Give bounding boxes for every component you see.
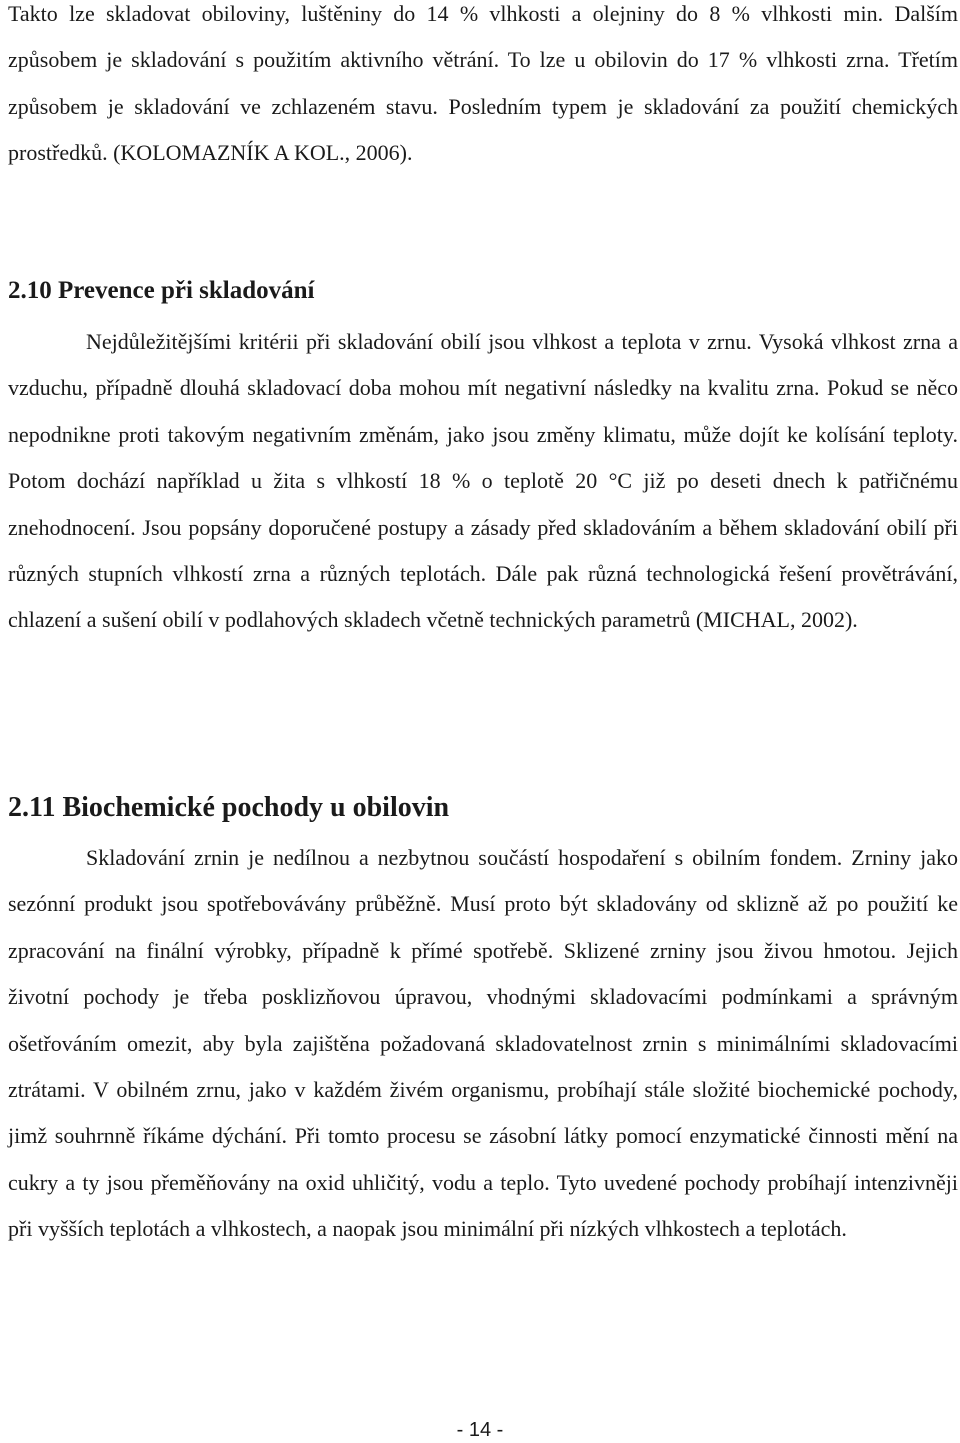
- section-heading-prevence: 2.10 Prevence při skladování: [8, 277, 315, 304]
- section-paragraph-prevence: Nejdůležitějšími kritérii při skladování obilí jsou vlhkost a teplota v zrnu. Vysoká vlhkost zrna a vzduchu, případně dlouhá skladovací doba mohou mít negativní následky na kvalitu zrna. Pokud se něco nepodnikne proti takovým negativním změnám, jako jsou změny klimatu, může dojít ke kolísání teploty. Potom dochází například u žita s vlhkostí 18 % o teplotě 20 °C již po deseti dnech k patřičnému znehodnocení. Jsou popsány doporučené postupy a zásady před skladováním a během skladování obilí při různých stupních vlhkostí zrna a různých teplotách. Dále pak různá technologická řešení provětrávání, chlazení a sušení obilí v podlahových skladech včetně technických parametrů (MICHAL, 2002).: [8, 329, 958, 633]
- section-heading-biochemicke-pochody: 2.11 Biochemické pochody u obilovin: [8, 792, 450, 823]
- page-number: - 14 -: [456, 1419, 504, 1441]
- section-paragraph-biochemicke-pochody: Skladování zrnin je nedílnou a nezbytnou součástí hospodaření s obilním fondem. Zrniny jako sezónní produkt jsou spotřebovávány průběžně. Musí proto být skladovány od sklizně až po použití ke zpracování na finální výrobky, případně k přímé spotřebě. Sklizené zrniny jsou živou hmotou. Jejich životní pochody je třeba posklizňovou úpravou, vhodnými skladovacími podmínkami a správným ošetřováním omezit, aby byla zajištěna požadovaná skladovatelnost zrnin s minimálními skladovacími ztrátami. V obilném zrnu, jako v každém živém organismu, probíhají stále složité biochemické pochody, jimž souhrnně říkáme dýchání. Při tomto procesu se zásobní látky pomocí enzymatické činnosti mění na cukry a ty jsou přeměňovány na oxid uhličitý, vodu a teplo. Tyto uvedené pochody probíhají intenzivněji při vyšších teplotách a vlhkostech, a naopak jsou minimální při nízkých vlhkostech a teplotách.: [8, 845, 958, 1242]
- intro-paragraph: Takto lze skladovat obiloviny, luštěniny do 14 % vlhkosti a olejniny do 8 % vlhkosti min. Dalším způsobem je skladování s použitím aktivního větrání. To lze u obilovin do 17 % vlhkosti zrna. Třetím způsobem je skladování ve zchlazeném stavu. Posledním typem je skladování za použití chemických prostředků. (KOLOMAZNÍK A KOL., 2006).: [8, 1, 958, 166]
